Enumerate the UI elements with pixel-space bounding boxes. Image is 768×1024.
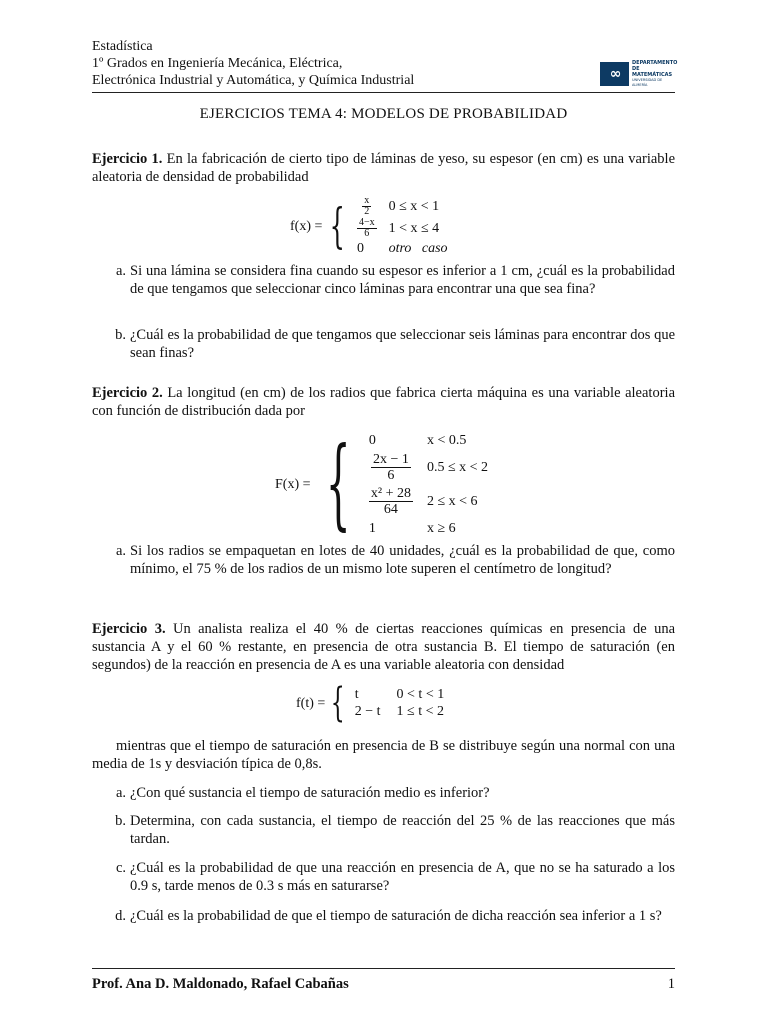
item-label: b. <box>115 813 126 829</box>
exercise-3-continuation: mientras que el tiempo de saturación en presencia de B se distribuye según una normal con una media de 1s y desviación típica de 0,8s. <box>92 738 675 772</box>
item-label: a. <box>115 263 126 279</box>
exercise-3-item-d <box>106 907 675 925</box>
item-text: ¿Cuál es la probabilidad de que el tiempo de saturación de dicha reacción sea inferior a 1 s? <box>130 908 662 924</box>
exercise-1-text: En la fabricación de cierto tipo de láminas de yeso, su espesor (en cm) es una variable aleatoria de densidad de probabilidad <box>92 151 676 185</box>
exercise-3-label: Ejercicio 3. <box>92 621 166 637</box>
exercise-3-item-c <box>106 859 675 895</box>
case-cond: x < 0.5 <box>426 433 467 448</box>
exercise-1-item-a <box>106 262 675 298</box>
case-cond: 1 < x ≤ 4 <box>388 221 440 236</box>
brace-icon: { <box>331 679 346 726</box>
header-line-3: Electrónica Industrial y Automática, y Química Industrial <box>92 73 415 88</box>
cases-table <box>355 686 444 720</box>
case-expr: $\frac{\text{x² + 28}}{64}$ <box>370 486 411 517</box>
page-title: EJERCICIOS TEMA 4: MODELOS DE PROBABILIDAD <box>199 106 568 122</box>
exercise-2-text: La longitud (en cm) de los radios que fabrica cierta máquina es una variable aleatoria con función de distribución dada por <box>92 385 675 419</box>
item-text: Determina, con cada sustancia, el tiempo de reacción del 25 % de las reacciones que más tardan. <box>130 813 675 847</box>
item-text: ¿Cuál es la probabilidad de que una reacción en presencia de A, que no se ha saturado a los 0.9 s, tarde menos de 0.3 s más en saturarse? <box>130 860 675 894</box>
case-cond: 0 ≤ x < 1 <box>388 199 440 214</box>
case-expr: $\frac{4-x}{6}$ <box>358 217 375 239</box>
item-text: Si una lámina se considera fina cuando su espesor es inferior a 1 cm, ¿cuál es la probabilidad de que tengamos que seleccionar cinco láminas para encontrar una que sea fina? <box>130 263 675 297</box>
item-label: c. <box>115 860 126 876</box>
logo-subtext: UNIVERSIDAD DE ALMERÍA <box>632 78 663 87</box>
case-cond: 1 ≤ t < 2 <box>396 704 444 719</box>
formula-lhs: f(t) = <box>296 695 326 711</box>
exercise-2-formula <box>275 427 489 541</box>
item-text: ¿Cuál es la probabilidad de que tengamos que seleccionar seis láminas para encontrar dos que sean finas? <box>130 327 675 361</box>
case-expr: t <box>354 687 359 702</box>
logo-text: DEPARTAMENTO DE MATEMÁTICAS <box>632 60 678 78</box>
department-logo <box>600 60 678 87</box>
footer-authors: Prof. Ana D. Maldonado, Rafael Cabañas <box>92 976 349 992</box>
exercise-2-label: Ejercicio 2. <box>92 385 163 401</box>
item-text: ¿Con qué sustancia el tiempo de saturación medio es inferior? <box>130 785 490 801</box>
exercise-3-text: Un analista realiza el 40 % de ciertas reacciones químicas en presencia de una sustancia A y el 60 % restante, en presencia de otra sustancia B. El tiempo de saturación (en segundos) de la reacción en presencia de A es una variable aleatoria con densidad <box>92 621 676 673</box>
course-header <box>92 38 414 89</box>
infinity-icon: ∞ <box>600 62 629 86</box>
exercise-1-item-b <box>106 326 675 362</box>
case-cond: x ≥ 6 <box>426 521 456 536</box>
header-divider <box>92 92 675 93</box>
item-text: Si los radios se empaquetan en lotes de 40 unidades, ¿cuál es la probabilidad de que, como mínimo, el 75 % de los radios de un mismo lote superen el centímetro de longitud? <box>130 543 675 577</box>
item-label: a. <box>115 785 126 801</box>
formula-lhs: F(x) = <box>275 477 311 492</box>
item-label: d. <box>115 908 126 924</box>
item-label: a. <box>115 543 126 559</box>
header-line-1: Estadística <box>92 39 153 54</box>
exercise-1-label: Ejercicio 1. <box>92 151 163 167</box>
brace-icon: { <box>330 198 346 254</box>
case-cond: 0.5 ≤ x < 2 <box>426 460 489 475</box>
exercise-1-formula <box>290 196 448 257</box>
formula-lhs: f(x) = <box>290 219 323 234</box>
exercise-3-item-a <box>106 784 675 802</box>
exercise-2-item-a <box>106 542 675 578</box>
case-cond: 0 < t < 1 <box>396 687 445 702</box>
item-label: b. <box>115 327 126 343</box>
page-number: 1 <box>667 976 675 992</box>
case-expr: 0 <box>368 433 376 448</box>
case-cond: otro caso <box>388 241 448 256</box>
cases-table <box>357 196 448 257</box>
case-expr: $\frac{x}{2}$ <box>364 195 370 217</box>
exercise-3-item-b <box>106 812 675 848</box>
case-cond: 2 ≤ x < 6 <box>426 494 478 509</box>
brace-icon: { <box>325 427 351 541</box>
exercise-3-formula <box>296 679 445 726</box>
exercise-1-intro <box>92 150 675 186</box>
case-expr: 1 <box>368 521 376 536</box>
case-expr: $\frac{2x - 1}{6}$ <box>372 452 409 483</box>
cases-table <box>369 432 488 537</box>
exercise-3-intro <box>92 620 675 674</box>
header-line-2: 1º Grados en Ingeniería Mecánica, Eléctrica, <box>92 56 343 71</box>
case-expr: 2 − t <box>354 704 381 719</box>
case-expr: 0 <box>356 241 364 256</box>
footer-divider <box>92 968 675 969</box>
exercise-2-intro <box>92 384 675 420</box>
